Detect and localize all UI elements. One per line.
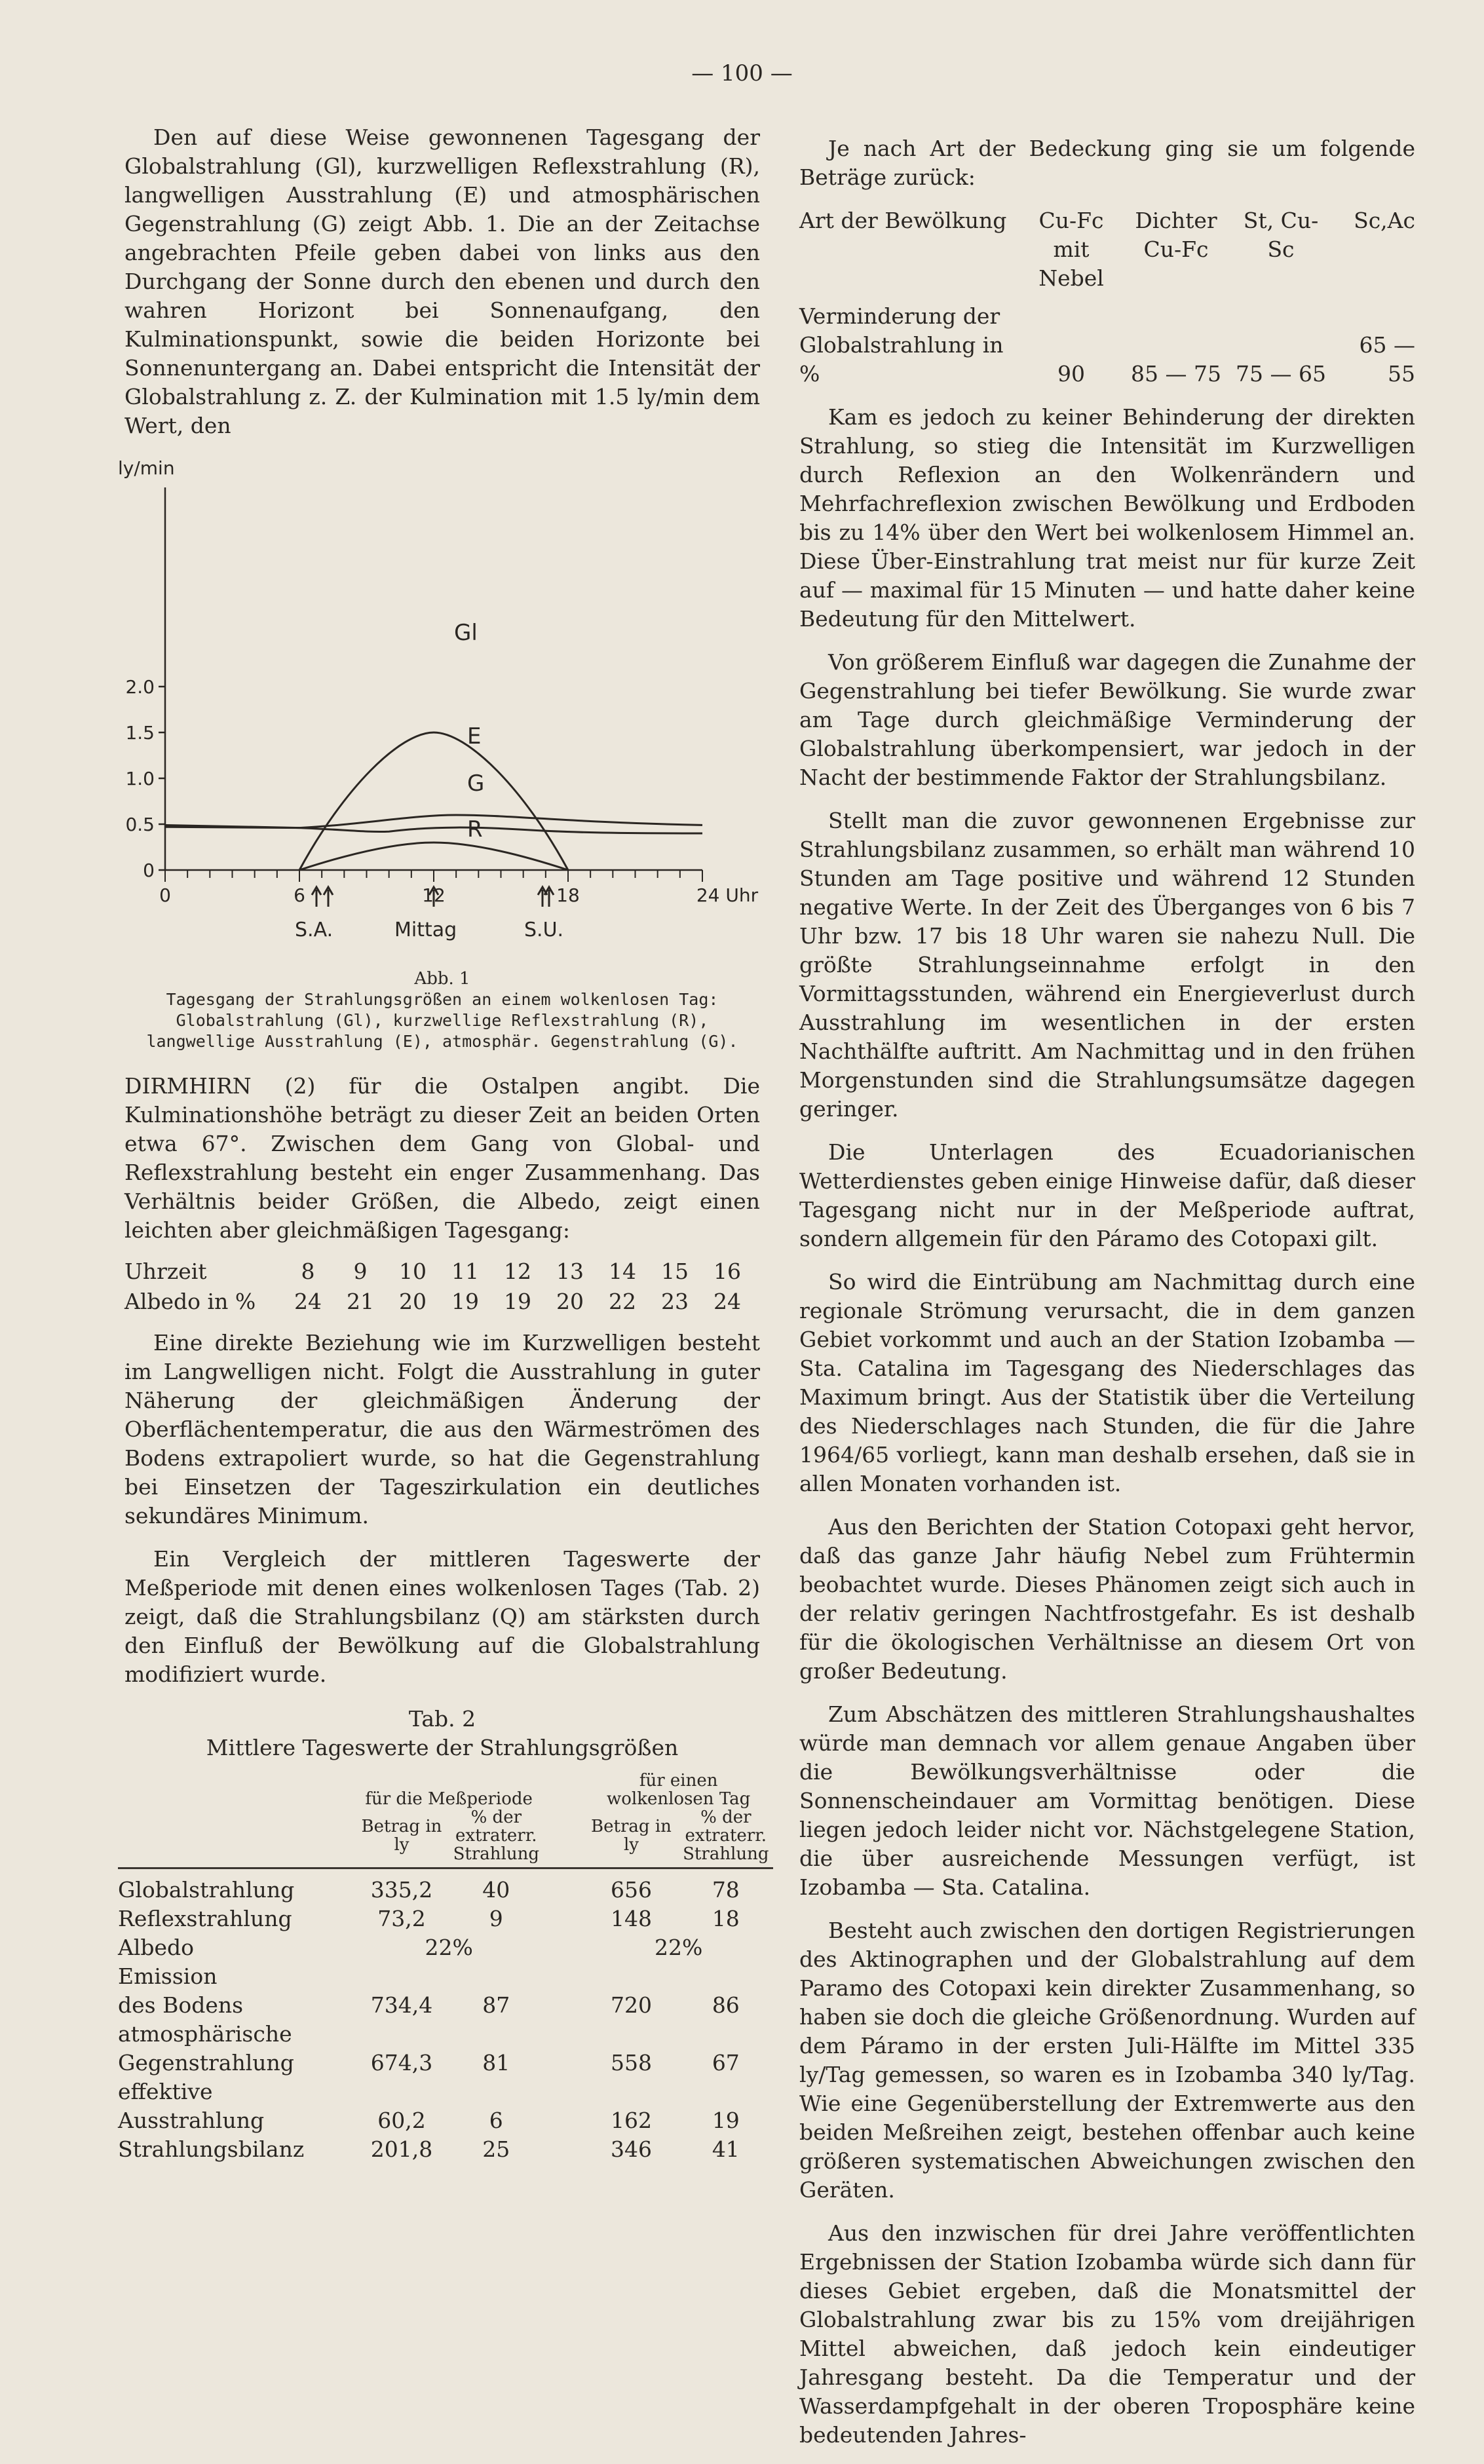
table-header (118, 1772, 773, 1808)
caption-line: langwellige Ausstrahlung (E), atmosphär. Gegenstrahlung (G). (146, 1032, 738, 1051)
column-header: Betrag in ly (584, 1808, 678, 1868)
arrow-up-icon (538, 887, 547, 907)
table-row (124, 1287, 753, 1317)
row-label: Ausstrahlung (118, 2108, 265, 2133)
table-cell: 75 — 65 (1236, 361, 1326, 387)
y-unit-label: ly/min (118, 457, 175, 479)
table-row (118, 2106, 773, 2135)
table-cell: 23 (661, 1289, 689, 1314)
tab2-subtitle: Mittlere Tageswerte der Strahlungsgrößen (206, 1735, 679, 1760)
paragraph: Aus den inzwischen für drei Jahre veröffentlichten Ergebnissen der Station Izobamba würde sich dann für dieses Gebiet ergeben, daß die Monatsmittel der Globalstrahlung zwar bis zu 15% vom dreijährigen Mittel abweichen, daß jedoch kein eindeutiger Jahresgang besteht. Da die Temperatur und der Wasserdampfgehalt in der oberen Troposphäre keine bedeutenden Jahres- (799, 2220, 1415, 2448)
table-cell: 8 (301, 1259, 315, 1284)
table-cell: 335,2 (370, 1877, 433, 1903)
page-number: — 100 — (691, 60, 793, 86)
table-cell: 73,2 (377, 1906, 426, 1931)
table-cell: 65 — 55 (1359, 332, 1415, 387)
table-row (118, 1991, 773, 2020)
paragraph: Die Unterlagen des Ecuadorianischen Wetterdienstes geben einige Hinweise dafür, daß dieser Tagesgang nicht nur in der Meßperiode auftrat, sondern allgemein für den Páramo des Cotopaxi gilt. (799, 1139, 1415, 1251)
table-row (118, 1905, 773, 1933)
table-cell: 674,3 (370, 2050, 433, 2075)
table-header (799, 206, 1415, 293)
label-gl: Gl (454, 620, 478, 646)
table-cell: 87 (482, 1992, 510, 2018)
x-tick-label: 24 Uhr (696, 884, 759, 906)
table-cell: 25 (482, 2136, 510, 2162)
marker-sunrise: S.A. (295, 919, 333, 941)
x-tick-label: 12 (422, 884, 446, 906)
column-header: Cu-Fc mit Nebel (1038, 208, 1104, 291)
arrow-up-icon (312, 887, 321, 907)
row-label: Albedo in % (124, 1289, 256, 1314)
label-g: G (467, 770, 485, 797)
table-cell: 11 (451, 1259, 479, 1284)
column-header: Art der Bewölkung (799, 208, 1007, 233)
curve-r (299, 843, 568, 870)
row-label: Emission (118, 1963, 218, 1989)
right-column (799, 134, 1415, 2464)
curve-g (165, 825, 702, 833)
table-cell: 18 (712, 1906, 740, 1931)
paragraph: Kam es jedoch zu keiner Behinderung der direkten Strahlung, so stieg die Intensität im Kurzwelligen durch Reflexion an den Wolkenrändern und Mehrfachreflexion zwischen Bewölkung und Erdboden bis zu 14% über den Wert bei wolkenlosem Himmel an. Diese Über-Einstrahlung trat meist nur für kurze Zeit auf — maximal für 15 Minuten — und hatte daher keine Bedeutung für den Mittelwert. (799, 404, 1415, 632)
table-cell: 6 (489, 2108, 503, 2133)
table-row (799, 293, 1415, 389)
table-row (124, 1257, 753, 1287)
table-cell: 20 (556, 1289, 584, 1314)
y-tick-label: 1.5 (125, 722, 155, 744)
table-cell: 19 (504, 1289, 531, 1314)
paragraph: Den auf diese Weise gewonnenen Tagesgang der Globalstrahlung (Gl), kurzwelligen Reflexstrahlung (R), langwelligen Ausstrahlung (E) und atmosphärischen Gegenstrahlung (G) zeigt Abb. 1. Die an der Zeitachse angebrachten Pfeile geben dabei von links aus den Durchgang der Sonne durch den ebenen und durch den wahren Horizont bei Sonnenaufgang, den Kulminationspunkt, sowie die beiden Horizonte bei Sonnenuntergang an. Dabei entspricht die Intensität der Globalstrahlung z. Z. der Kulmination mit 1.5 ly/min dem Wert, den (124, 124, 760, 438)
table-cell: 60,2 (377, 2108, 426, 2133)
column-header: % der extraterr. Strahlung (679, 1808, 773, 1868)
table-row (118, 1962, 773, 1991)
paragraph: Eine direkte Beziehung wie im Kurzwelligen besteht im Langwelligen nicht. Folgt die Ausstrahlung in guter Näherung der gleichmäßigen Änderung der Oberflächentemperatur, die aus den Wärmeströmen des Bodens extrapoliert wurde, so hat die Gegenstrahlung bei Einsetzen der Tageszirkulation ein deutliches sekundäres Minimum. (124, 1330, 760, 1528)
table-cell: 41 (712, 2136, 740, 2162)
table-cell: 24 (294, 1289, 322, 1314)
tab2-table (118, 1772, 773, 2164)
paragraph: DIRMHIRN (2) für die Ostalpen angibt. Die Kulminationshöhe beträgt zu dieser Zeit an beiden Orten etwa 67°. Zwischen dem Gang von Global- und Reflexstrahlung besteht ein enger Zusammenhang. Das Verhältnis beider Größen, die Albedo, zeigt einen leichten aber gleichmäßigen Tagesgang: (124, 1073, 760, 1243)
table-cell: 21 (347, 1289, 374, 1314)
y-tick-label: 2.0 (125, 676, 155, 698)
table-cell: 14 (609, 1259, 636, 1284)
table-cell: 9 (489, 1906, 503, 1931)
caption-line: Globalstrahlung (Gl), kurzwellige Reflexstrahlung (R), (176, 1011, 709, 1030)
row-label: Globalstrahlung (118, 1877, 295, 1903)
column-header: St, Cu-Sc (1243, 208, 1319, 262)
table-cell: 10 (399, 1259, 427, 1284)
table-cell: 86 (712, 1992, 740, 2018)
radiation-chart (118, 455, 786, 906)
table-cell: 13 (556, 1259, 584, 1284)
table-cell: 81 (482, 2050, 510, 2075)
table-cell: 78 (712, 1877, 740, 1903)
left-column (118, 123, 769, 2164)
table-cell: 346 (610, 2136, 652, 2162)
table-cell: 15 (661, 1259, 689, 1284)
label-e: E (467, 723, 482, 749)
group-header: für die Meßperiode (365, 1789, 533, 1809)
table-cell: 19 (451, 1289, 479, 1314)
x-tick-label: 0 (159, 884, 171, 906)
arrow-up-icon (429, 887, 438, 907)
row-label: atmosphärische (118, 2021, 292, 2047)
row-label: Verminderung der Globalstrahlung in % (799, 303, 1004, 387)
marker-sunset: S.U. (524, 919, 564, 941)
paragraph: Zum Abschätzen des mittleren Strahlungshaushaltes würde man demnach vor allem genaue Angaben über die Bewölkungsverhältnisse oder die Sonnenscheindauer am Vormittag benötigen. Diese liegen jedoch leider nicht vor. Nächstgelegene Station, die über ausreichende Messungen verfügt, ist Izobamba — Sta. Catalina. (799, 1701, 1415, 1900)
column-header: % der extraterr. Strahlung (449, 1808, 543, 1868)
table-cell: 24 (713, 1289, 741, 1314)
table-cell: 148 (610, 1906, 652, 1931)
paragraph: Je nach Art der Bedeckung ging sie um folgende Beträge zurück: (799, 136, 1415, 190)
table-cell: 720 (610, 1992, 652, 2018)
table-cell: 22 (609, 1289, 636, 1314)
table-cell: 40 (482, 1877, 510, 1903)
table-row (118, 2135, 773, 2164)
column-header: Betrag in ly (354, 1808, 449, 1868)
row-label: effektive (118, 2079, 213, 2104)
table-row (118, 2020, 773, 2049)
row-label: Reflexstrahlung (118, 1906, 292, 1931)
table-cell: 19 (712, 2108, 740, 2133)
table-cell: 85 — 75 (1131, 361, 1221, 387)
figure-1 (118, 455, 786, 966)
table-row (118, 2077, 773, 2106)
row-label: Uhrzeit (124, 1259, 207, 1284)
table-cell: 16 (713, 1259, 741, 1284)
paragraph: So wird die Eintrübung am Nachmittag durch eine regionale Strömung verursacht, die in dem ganzen Gebiet vorkommt und auch an der Station Izobamba — Sta. Catalina im Tagesgang des Niederschlages das Maximum bringt. Aus der Statistik über die Verteilung des Niederschlages nach Stunden, die für die Jahre 1964/65 vorliegt, kann man deshalb ersehen, daß sie in allen Monaten vorhanden ist. (799, 1269, 1415, 1496)
table-cell: 656 (610, 1877, 652, 1903)
paragraph: Aus den Berichten der Station Cotopaxi geht hervor, daß das ganze Jahr häufig Nebel zum Frühtermin beobachtet wurde. Dieses Phänomen zeigt sich auch in der relativ geringen Nachtfrostgefahr. Es ist deshalb für die ökologischen Verhältnisse an diesem Ort von großer Bedeutung. (799, 1514, 1415, 1684)
table-row (118, 1933, 773, 1962)
table-cell: 9 (353, 1259, 368, 1284)
table-row (118, 1876, 773, 1905)
x-tick-label: 6 (294, 884, 305, 906)
y-tick-label: 0 (143, 860, 155, 881)
paragraph: Ein Vergleich der mittleren Tageswerte der Meßperiode mit denen eines wolkenlosen Tages (Tab. 2) zeigt, daß die Strahlungsbilanz (Q) am stärksten durch den Einfluß der Bewölkung auf die Globalstrahlung modifiziert wurde. (124, 1546, 760, 1687)
row-label: Gegenstrahlung (118, 2050, 294, 2075)
y-tick-label: 0.5 (125, 814, 155, 835)
column-header: Dichter Cu-Fc (1135, 208, 1217, 262)
label-r: R (467, 816, 483, 843)
table-cell: 67 (712, 2050, 740, 2075)
paragraph: Besteht auch zwischen den dortigen Registrierungen des Aktinographen und der Globalstrahlung auf dem Paramo des Cotopaxi kein direkter Zusammenhang, so haben sie doch die gleiche Größenordnung. Wurden auf dem Páramo in der ersten Juli-Hälfte im Mittel 335 ly/Tag gemessen, so waren es in Izobamba 340 ly/Tag. Wie eine Gegenüberstellung der Extremwerte aus den beiden Meßreihen zeigt, bestehen offenbar auch keine größeren systematischen Abweichungen zwischen den Geräten. (799, 1918, 1415, 2203)
table-cell: 558 (610, 2050, 652, 2075)
albedo-table (124, 1257, 753, 1317)
table-cell: 22% (654, 1935, 703, 1960)
marker-noon: Mittag (394, 919, 457, 941)
curve-gl (299, 732, 568, 870)
column-header: Sc,Ac (1354, 208, 1415, 233)
table-cell: 90 (1057, 361, 1085, 387)
arrow-up-icon (324, 887, 333, 907)
caption-title: Abb. 1 (414, 969, 470, 989)
y-tick-label: 1.0 (125, 768, 155, 789)
sun-markers (118, 881, 786, 966)
table-cell: 734,4 (370, 1992, 433, 2018)
row-label: des Bodens (118, 1992, 244, 2018)
group-header: für einen wolkenlosen Tag (607, 1771, 751, 1809)
table-cell: 12 (504, 1259, 531, 1284)
figure-caption (124, 968, 760, 1052)
table-header (118, 1808, 773, 1868)
row-label: Albedo (118, 1935, 195, 1960)
table-row (118, 1868, 773, 1876)
row-label: Strahlungsbilanz (118, 2136, 305, 2162)
paragraph: Von größerem Einfluß war dagegen die Zunahme der Gegenstrahlung bei tiefer Bewölkung. Sie wurde zwar am Tage durch gleichmäßige Verminderung der Globalstrahlung überkompensiert, war jedoch in der Nacht der bestimmende Faktor der Strahlungsbilanz. (799, 649, 1415, 790)
x-tick-label: 18 (556, 884, 580, 906)
tab2-title: Tab. 2 (408, 1706, 476, 1732)
paragraph: Stellt man die zuvor gewonnenen Ergebnisse zur Strahlungsbilanz zusammen, so erhält man während 10 Stunden am Tage positive und während 12 Stunden negative Werte. In der Zeit des Überganges von 6 bis 7 Uhr bzw. 17 bis 18 Uhr waren sie nahezu Null. Die größte Strahlungseinnahme erfolgt in den Vormittagsstunden, während ein Energieverlust durch Ausstrahlung im wesentlichen in der ersten Nachthälfte auftritt. Am Nachmittag und in den frühen Morgenstunden sind die Strahlungsumsätze dagegen geringer. (799, 808, 1415, 1122)
caption-line: Tagesgang der Strahlungsgrößen an einem wolkenlosen Tag: (166, 990, 719, 1009)
table-cell: 22% (425, 1935, 473, 1960)
cloud-table (799, 206, 1415, 389)
table-cell: 162 (610, 2108, 652, 2133)
arrow-up-icon (544, 887, 554, 907)
table-row (118, 2049, 773, 2077)
table-cell: 201,8 (370, 2136, 433, 2162)
table-cell: 20 (399, 1289, 427, 1314)
